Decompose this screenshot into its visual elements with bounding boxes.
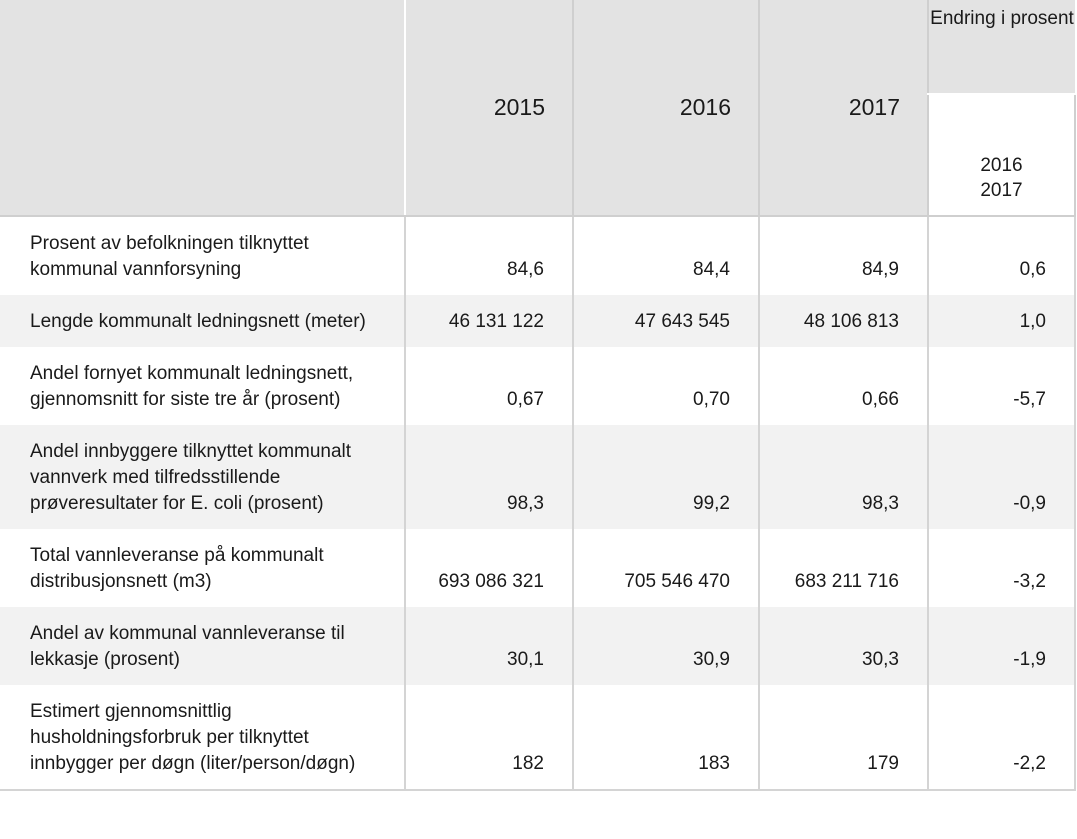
value-2015: 693 086 321 xyxy=(405,529,573,607)
value-change: 1,0 xyxy=(928,295,1075,347)
value-change: 0,6 xyxy=(928,216,1075,295)
value-2016: 30,9 xyxy=(573,607,759,685)
value-2017: 0,66 xyxy=(759,347,928,425)
value-change: -3,2 xyxy=(928,529,1075,607)
table-row xyxy=(0,295,1075,347)
year-header-2015: 2015 xyxy=(405,0,573,216)
value-2017: 179 xyxy=(759,685,928,790)
year-header-2017: 2017 xyxy=(759,0,928,216)
change-period-end: 2017 xyxy=(980,180,1023,201)
table-body xyxy=(0,216,1075,790)
value-change: -2,2 xyxy=(928,685,1075,790)
table-header xyxy=(0,0,1075,216)
value-2017: 48 106 813 xyxy=(759,295,928,347)
row-label: Total vannleveranse på kommunalt distribusjonsnett (m3) xyxy=(30,545,324,592)
value-2017: 84,9 xyxy=(759,216,928,295)
value-2015: 98,3 xyxy=(405,425,573,529)
year-header-2016: 2016 xyxy=(573,0,759,216)
value-change: -5,7 xyxy=(928,347,1075,425)
value-2015: 84,6 xyxy=(405,216,573,295)
change-header: Endring i prosent xyxy=(928,0,1075,94)
value-2016: 183 xyxy=(573,685,759,790)
table-row xyxy=(0,607,1075,685)
value-2016: 47 643 545 xyxy=(573,295,759,347)
value-2016: 84,4 xyxy=(573,216,759,295)
row-label: Prosent av befolkningen tilknyttet kommunal vannforsyning xyxy=(30,233,309,280)
change-period-header xyxy=(928,94,1075,216)
table-row xyxy=(0,685,1075,790)
row-label: Andel av kommunal vannleveranse til lekkasje (prosent) xyxy=(0,607,405,685)
value-2015: 0,67 xyxy=(405,347,573,425)
value-2017: 683 211 716 xyxy=(759,529,928,607)
table-row xyxy=(0,529,1075,607)
row-label: Estimert gjennomsnittlig husholdningsforbruk per tilknyttet innbygger per døgn (liter/person/døgn) xyxy=(0,685,405,790)
value-2016: 0,70 xyxy=(573,347,759,425)
value-change: -1,9 xyxy=(928,607,1075,685)
table-row xyxy=(0,347,1075,425)
value-2015: 46 131 122 xyxy=(405,295,573,347)
table-row xyxy=(0,425,1075,529)
value-change: -0,9 xyxy=(928,425,1075,529)
value-2017: 98,3 xyxy=(759,425,928,529)
header-blank-cell xyxy=(0,0,405,216)
value-2017: 30,3 xyxy=(759,607,928,685)
value-2016: 99,2 xyxy=(573,425,759,529)
row-label: Andel innbyggere tilknyttet kommunalt vannverk med tilfredsstillende prøveresultater for E. coli (prosent) xyxy=(0,425,405,529)
value-2015: 30,1 xyxy=(405,607,573,685)
row-label: Lengde kommunalt ledningsnett (meter) xyxy=(0,295,405,347)
table-row xyxy=(0,216,1075,295)
value-2016: 705 546 470 xyxy=(573,529,759,607)
change-period-start: 2016 xyxy=(980,155,1023,176)
row-label: Andel fornyet kommunalt ledningsnett, gjennomsnitt for siste tre år (prosent) xyxy=(30,363,354,410)
value-2015: 182 xyxy=(405,685,573,790)
